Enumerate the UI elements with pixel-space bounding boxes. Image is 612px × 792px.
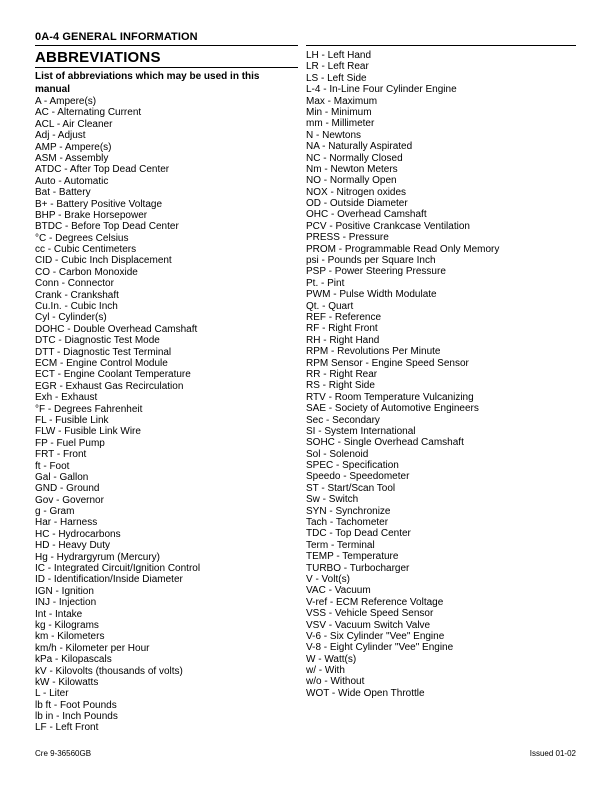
abbreviation-entry: cc - Cubic Centimeters (35, 244, 137, 256)
abbreviation-entry: RPM - Revolutions Per Minute (306, 346, 441, 358)
abbreviation-entry: kPa - Kilopascals (35, 654, 112, 666)
abbreviation-entry: Gov - Governor (35, 494, 104, 506)
abbreviation-entry: Max - Maximum (306, 95, 378, 107)
abbreviation-entry: FRT - Front (35, 449, 87, 461)
abbreviation-list-right (306, 50, 499, 699)
abbreviation-entry: EGR - Exhaust Gas Recirculation (35, 380, 184, 392)
abbreviation-entry: RH - Right Hand (306, 334, 380, 346)
abbreviation-entry: ft - Foot (35, 460, 70, 472)
abbreviation-entry: A - Ampere(s) (35, 96, 97, 107)
abbreviation-entry: Bat - Battery (35, 187, 91, 199)
right-column-rule (306, 45, 576, 46)
abbreviation-entry: ATDC - After Top Dead Center (35, 164, 170, 176)
title-rule (35, 67, 298, 68)
abbreviation-entry: N - Newtons (306, 129, 362, 141)
abbreviation-entry: Nm - Newton Meters (306, 163, 398, 175)
abbreviation-entry: Qt. - Quart (306, 300, 354, 312)
abbreviation-entry: RF - Right Front (306, 323, 378, 335)
abbreviation-entry: BTDC - Before Top Dead Center (35, 221, 179, 233)
abbreviation-entry: w/o - Without (306, 676, 365, 688)
abbreviation-entry: kW - Kilowatts (35, 676, 99, 688)
list-intro: List of abbreviations which may be used in this manual (35, 71, 260, 95)
abbreviation-entry: PRESS - Pressure (306, 232, 389, 244)
abbreviation-entry: Min - Minimum (306, 106, 372, 118)
abbreviation-entry: NOX - Nitrogen oxides (306, 186, 407, 198)
abbreviation-entry: lb in - Inch Pounds (35, 711, 118, 723)
abbreviation-entry: SYN - Synchronize (306, 505, 391, 517)
abbreviation-entry: Crank - Crankshaft (35, 289, 119, 301)
abbreviation-entry: Tach - Tachometer (306, 517, 389, 529)
abbreviation-entry: HC - Hydrocarbons (35, 528, 121, 540)
abbreviation-entry: Adj - Adjust (35, 130, 86, 142)
abbreviation-entry: Har - Harness (35, 517, 98, 529)
abbreviation-entry: PSP - Power Steering Pressure (306, 266, 446, 278)
issue-date: Issued 01-02 (529, 749, 576, 758)
abbreviation-entry: BHP - Brake Horsepower (35, 209, 148, 221)
abbreviation-entry: Pt. - Pint (306, 277, 345, 289)
abbreviation-entry: FL - Fusible Link (35, 414, 109, 426)
abbreviation-entry: RPM Sensor - Engine Speed Sensor (306, 357, 469, 369)
abbreviation-entry: g - Gram (35, 506, 75, 518)
abbreviation-entry: OD - Outside Diameter (306, 198, 408, 210)
abbreviation-entry: mm - Millimeter (306, 118, 375, 130)
abbreviation-entry: Speedo - Speedometer (306, 471, 410, 483)
abbreviation-entry: V-8 - Eight Cylinder "Vee" Engine (306, 642, 454, 654)
abbreviation-entry: REF - Reference (306, 311, 382, 323)
abbreviation-entry: DTC - Diagnostic Test Mode (35, 335, 160, 347)
abbreviation-entry: km - Kilometers (35, 631, 105, 643)
abbreviation-entry: V-6 - Six Cylinder "Vee" Engine (306, 630, 445, 642)
abbreviation-entry: ECM - Engine Control Module (35, 357, 168, 369)
abbreviation-entry: Sw - Switch (306, 494, 359, 506)
abbreviation-entry: IC - Integrated Circuit/Ignition Control (35, 563, 201, 575)
abbreviation-entry: SPEC - Specification (306, 460, 399, 472)
abbreviation-entry: DOHC - Double Overhead Camshaft (35, 323, 198, 335)
abbreviation-entry: SOHC - Single Overhead Camshaft (306, 437, 464, 449)
abbreviation-entry: PCV - Positive Crankcase Ventilation (306, 220, 470, 232)
abbreviation-entry: CID - Cubic Inch Displacement (35, 255, 172, 267)
abbreviation-entry: FP - Fuel Pump (35, 437, 105, 449)
abbreviation-entry: GND - Ground (35, 483, 100, 495)
abbreviation-entry: ASM - Assembly (35, 152, 109, 164)
abbreviation-entry: L-4 - In-Line Four Cylinder Engine (306, 84, 457, 96)
abbreviation-entry: AMP - Ampere(s) (35, 141, 112, 153)
abbreviation-entry: Cu.In. - Cubic Inch (35, 301, 118, 313)
abbreviation-entry: VSS - Vehicle Speed Sensor (306, 608, 434, 620)
abbreviation-entry: ST - Start/Scan Tool (306, 482, 396, 494)
abbreviation-entry: kg - Kilograms (35, 619, 99, 631)
abbreviation-entry: Int - Intake (35, 608, 83, 620)
page-title: ABBREVIATIONS (35, 49, 161, 66)
abbreviation-entry: LR - Left Rear (306, 61, 369, 73)
header-rule (35, 45, 298, 46)
abbreviation-entry: VAC - Vacuum (306, 585, 371, 597)
abbreviation-entry: LF - Left Front (35, 722, 99, 734)
abbreviation-entry: ID - Identification/Inside Diameter (35, 574, 183, 586)
abbreviation-entry: FLW - Fusible Link Wire (35, 426, 141, 438)
abbreviation-entry: NC - Normally Closed (306, 152, 403, 164)
abbreviation-entry: OHC - Overhead Camshaft (306, 209, 427, 221)
abbreviation-entry: Exh - Exhaust (35, 392, 98, 404)
abbreviation-entry: Auto - Automatic (35, 175, 109, 187)
abbreviation-entry: B+ - Battery Positive Voltage (35, 198, 163, 210)
abbreviation-entry: WOT - Wide Open Throttle (306, 687, 425, 699)
abbreviation-entry: PWM - Pulse Width Modulate (306, 289, 437, 301)
abbreviation-entry: HD - Heavy Duty (35, 540, 111, 552)
abbreviation-entry: LS - Left Side (306, 72, 367, 84)
abbreviation-list-left (35, 96, 200, 734)
abbreviation-entry: Hg - Hydrargyrum (Mercury) (35, 551, 161, 563)
abbreviation-entry: DTT - Diagnostic Test Terminal (35, 346, 172, 358)
abbreviation-entry: SI - System International (306, 425, 416, 437)
abbreviation-entry: Sol - Solenoid (306, 448, 369, 460)
abbreviation-entry: V - Volt(s) (306, 573, 350, 585)
abbreviation-entry: Term - Terminal (306, 539, 375, 551)
abbreviation-entry: LH - Left Hand (306, 50, 372, 61)
abbreviation-entry: ECT - Engine Coolant Temperature (35, 369, 191, 381)
abbreviation-entry: AC - Alternating Current (35, 107, 142, 119)
abbreviation-entry: NA - Naturally Aspirated (306, 141, 413, 153)
abbreviation-entry: °F - Degrees Fahrenheit (35, 403, 143, 415)
abbreviation-entry: L - Liter (35, 688, 69, 700)
abbreviation-entry: kV - Kilovolts (thousands of volts) (35, 665, 183, 677)
abbreviation-entry: IGN - Ignition (35, 585, 94, 597)
abbreviation-entry: km/h - Kilometer per Hour (35, 642, 150, 654)
abbreviation-entry: TEMP - Temperature (306, 551, 399, 563)
abbreviation-entry: psi - Pounds per Square Inch (306, 255, 436, 267)
abbreviation-entry: RS - Right Side (306, 380, 375, 392)
abbreviation-entry: VSV - Vacuum Switch Valve (306, 619, 431, 631)
abbreviation-entry: °C - Degrees Celsius (35, 232, 129, 244)
abbreviation-entry: TURBO - Turbocharger (306, 562, 410, 574)
abbreviation-entry: PROM - Programmable Read Only Memory (306, 243, 500, 255)
section-header: 0A-4 GENERAL INFORMATION (35, 31, 198, 43)
abbreviation-entry: TDC - Top Dead Center (306, 528, 411, 540)
abbreviation-entry: RTV - Room Temperature Vulcanizing (306, 391, 474, 403)
abbreviation-entry: NO - Normally Open (306, 175, 397, 187)
abbreviation-entry: w/ - With (306, 665, 345, 677)
abbreviation-entry: lb ft - Foot Pounds (35, 699, 117, 711)
abbreviation-entry: RR - Right Rear (306, 368, 378, 380)
abbreviation-entry: ACL - Air Cleaner (35, 118, 113, 130)
abbreviation-entry: Gal - Gallon (35, 471, 89, 483)
document-code: Cre 9-36560GB (35, 749, 92, 758)
abbreviation-entry: V-ref - ECM Reference Voltage (306, 596, 444, 608)
abbreviation-entry: Cyl - Cylinder(s) (35, 312, 107, 324)
abbreviation-entry: CO - Carbon Monoxide (35, 266, 138, 278)
abbreviation-entry: W - Watt(s) (306, 653, 357, 665)
abbreviation-entry: SAE - Society of Automotive Engineers (306, 403, 479, 415)
abbreviation-entry: Sec - Secondary (306, 414, 380, 426)
abbreviation-entry: Conn - Connector (35, 278, 114, 290)
abbreviation-entry: INJ - Injection (35, 597, 97, 609)
